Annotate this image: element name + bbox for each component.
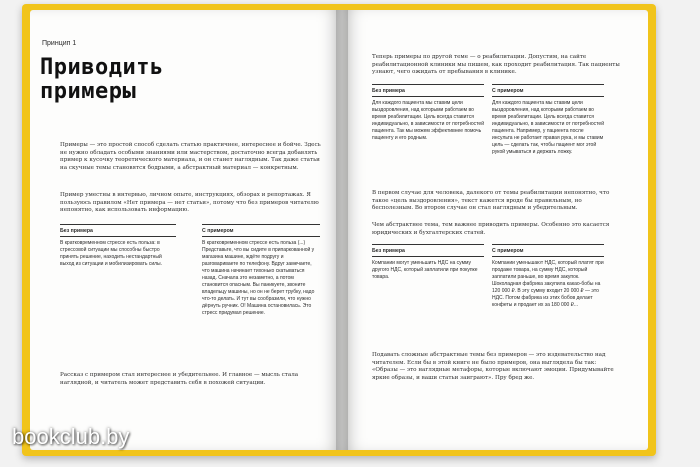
table-rule — [202, 236, 320, 237]
right-col2-without-label: Без примера — [372, 248, 405, 254]
left-col-without-label: Без примера — [60, 228, 93, 234]
right-col-without-label: Без примера — [372, 88, 405, 94]
chapter-title: Приводить примеры — [40, 55, 164, 104]
right-paragraph-3: Чем абстрактнее тема, тем важнее приводить примеры. Особенно это касается юридических и бухгалтерских статей. — [372, 222, 610, 236]
table-rule — [372, 96, 484, 97]
left-cell-without: В кратковременном стрессе есть польза: в стрессовой ситуации мы способны быстро принять решение, находить нестандартный выход из ситуации и мобилизировать силы. — [60, 240, 163, 267]
table-rule — [372, 256, 484, 257]
right-col-with-label: С примером — [492, 88, 524, 94]
left-paragraph-3: Рассказ с примером стал интереснее и убедительнее. И главное — мысль стала наглядной, и читатель может представить себя в похожей ситуации. — [60, 372, 299, 386]
right-cell-with: Для каждого пациента мы ставим цели выздоровления, над которыми работаем во время реабилитации. Цель всегда ставится индивидуально, в зависимости от потребностей пациента. Например, у пациента после инсульта не работает правая рука, и мы ставим цель — сделать так, чтобы пациент мог этой рукой умываться и держать ложку. — [492, 100, 604, 155]
table-rule — [60, 224, 176, 225]
table-rule — [492, 96, 604, 97]
right-paragraph-4: Подавать сложные абстрактные темы без примеров — это издевательство над читателем. Если бы в этой книге не было примеров, она выглядела бы так: «Образы — это наглядные метафоры, которые включают эмоции. Придумывайте яркие образы, и ваши статьи заиграют». Пру бред же. — [372, 352, 614, 381]
right-cell2-with: Компании уменьшают НДС, который платят при продаже товара, на сумму НДС, который заплатили раньше, во время закупок. Шоколадная фабрика закупила какао-бобы на 120 000 ₽. В эту сумму входит 20 000 ₽ — это НДС. Потом фабрика из этих бобов делает конфеты и продает их за 180 000 ₽... — [492, 260, 604, 308]
left-col-with-label: С примером — [202, 228, 234, 234]
left-paragraph-2: Пример уместны в интервью, личном опыте, инструкциях, обзорах и репортажах. Я пользуюсь правилом «Нет примера — нет статьи», потому что без примеров читателю непонятно, как использовать информацию. — [60, 192, 319, 214]
right-paragraph-1: Теперь примеры по другой теме — о реабилитации. Допустим, на сайте реабилитационной клиники мы пишем, как проходит реабилитация. Так пациенты узнают, чего ожидать от пребывания в клинике. — [372, 54, 620, 76]
table-rule — [372, 244, 484, 245]
left-paragraph-1: Примеры — это простой способ сделать статью практичнее, интереснее и бойче. Здесь не нужно обладать особыми знаниями или мастерством, достаточно всегда добавлять пример к кусочку теоретического материала, и он станет наглядным. Так даже статьи на скучные темы становятся бодрыми, а абстрактный материал — конкретным. — [60, 142, 321, 171]
right-cell2-without: Компании могут уменьшить НДС на сумму другого НДС, который заплатили при покупке товара. — [372, 260, 478, 280]
table-rule — [60, 236, 176, 237]
table-rule — [492, 244, 604, 245]
table-rule — [372, 84, 484, 85]
right-cell-without: Для каждого пациента мы ставим цели выздоровления, над которыми работаем во время реабилитации. Цель всегда ставится индивидуально, в зависимости от потребностей пациента. Так мы можем эффективнее помочь пациенту и его родным. — [372, 100, 484, 141]
right-col2-with-label: С примером — [492, 248, 524, 254]
table-rule — [202, 224, 320, 225]
book-spine-gutter — [336, 10, 348, 450]
right-paragraph-2: В первом случае для человека, далекого от темы реабилитации непонятно, что такое «цель выздоровления», текст кажется вроде бы правильным, но бесполезным. Во втором случае он стал наглядным и убедительным. — [372, 190, 610, 212]
table-rule — [492, 256, 604, 257]
table-rule — [492, 84, 604, 85]
left-cell-with: В кратковременном стрессе есть польза (...) Представьте, что вы сидите в припаркованной у магазина машине, ждёте подругу и разговариваете по телефону. Вдруг замечаете, что машина начинает тихонько скатываться назад. Сначала это незаметно, а потом становится опасным. Вы паникуете, звоните владельцу машины, но он не берет трубку, надо что-то делать. И тут вы сообразили, что нужно дёрнуть ручник. О! Машина остановилась. Это стресс придумал решение. — [202, 240, 315, 316]
principle-kicker: Принцип 1 — [42, 40, 77, 47]
watermark: bookclub.by — [12, 424, 130, 449]
